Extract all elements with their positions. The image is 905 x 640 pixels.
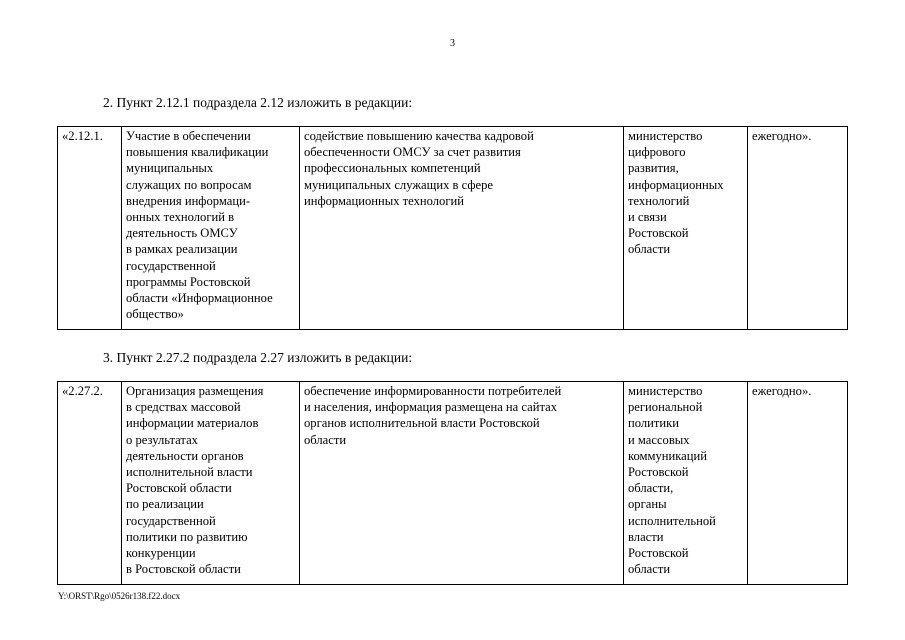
executor-cell: министерство цифрового развития, информационных технологий и связи Ростовской области xyxy=(624,127,748,330)
table-row xyxy=(58,127,848,330)
activity-cell: Участие в обеспечении повышения квалификации муниципальных служащих по вопросам внедрения информаци- онных технологий в деятельность ОМСУ в рамках реализации государственной программы Ростовской области «Информационное общество» xyxy=(122,127,300,330)
period-cell: ежегодно». xyxy=(748,127,848,330)
result-cell: обеспечение информированности потребителей и населения, информация размещена на сайтах органов исполнительной власти Ростовской области xyxy=(300,382,624,585)
executor-cell: министерство региональной политики и массовых коммуникаций Ростовской области, органы исполнительной власти Ростовской области xyxy=(624,382,748,585)
page-number: 3 xyxy=(450,38,455,49)
item-number-cell: «2.12.1. xyxy=(58,127,122,330)
footer-file-path: Y:\ORST\Rgo\0526r138.f22.docx xyxy=(58,591,181,601)
table-item-2-12-1 xyxy=(57,126,848,330)
section-heading-2-12-1: 2. Пункт 2.12.1 подраздела 2.12 изложить в редакции: xyxy=(103,95,413,110)
item-number-cell: «2.27.2. xyxy=(58,382,122,585)
section-heading-2-27-2: 3. Пункт 2.27.2 подраздела 2.27 изложить в редакции: xyxy=(103,350,413,365)
table-row xyxy=(58,382,848,585)
table-item-2-27-2 xyxy=(57,381,848,585)
activity-cell: Организация размещения в средствах массовой информации материалов о результатах деятельности органов исполнительной власти Ростовской области по реализации государственной политики по развитию конкуренции в Ростовской области xyxy=(122,382,300,585)
result-cell: содействие повышению качества кадровой обеспеченности ОМСУ за счет развития профессиональных компетенций муниципальных служащих в сфере информационных технологий xyxy=(300,127,624,330)
period-cell: ежегодно». xyxy=(748,382,848,585)
